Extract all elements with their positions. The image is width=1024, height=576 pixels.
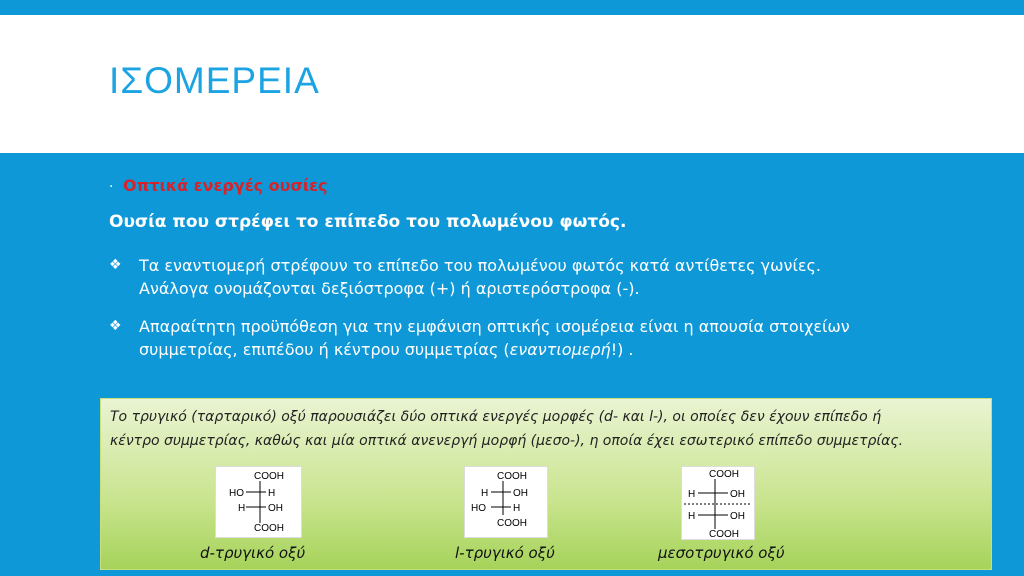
caption-meso-tartaric: μεσοτρυγικό οξύ bbox=[658, 544, 785, 562]
struct-r1-right: OH bbox=[730, 489, 745, 500]
bullet-heading: Οπτικά ενεργές ουσίες bbox=[123, 176, 328, 195]
meso-tartaric-structure bbox=[681, 466, 755, 540]
emphasis-text: εναντιομερή bbox=[509, 340, 611, 359]
struct-r1-left: H bbox=[688, 489, 696, 500]
struct-top: COOH bbox=[254, 471, 284, 482]
struct-r2-right: OH bbox=[730, 511, 745, 522]
diamond-bullet-icon: ❖ bbox=[109, 318, 122, 334]
d-tartaric-structure bbox=[215, 466, 302, 538]
struct-r1-left: H bbox=[481, 488, 489, 499]
bullet-optically-active bbox=[109, 176, 328, 195]
bullet-line: Απαραίτητη προϋπόθεση για την εμφάνιση οπτικής ισομέρεια είναι η απουσία στοιχείων bbox=[139, 317, 850, 336]
bullet-line-end: !) . bbox=[610, 340, 634, 359]
struct-r1-right: OH bbox=[513, 488, 528, 499]
struct-r1-right: H bbox=[268, 488, 276, 499]
bullet-dot-icon: · bbox=[109, 179, 114, 195]
struct-r2-left: H bbox=[688, 511, 696, 522]
struct-top: COOH bbox=[497, 471, 527, 482]
caption-l-tartaric: l-τρυγικό οξύ bbox=[455, 544, 555, 562]
tartaric-acid-box bbox=[100, 398, 992, 570]
struct-bottom: COOH bbox=[709, 529, 739, 539]
top-accent-bar bbox=[0, 0, 1024, 15]
definition-text: Ουσία που στρέφει το επίπεδο του πολωμένου φωτός. bbox=[109, 212, 627, 232]
struct-r2-right: H bbox=[513, 503, 521, 514]
bullet-enantiomers bbox=[109, 254, 969, 300]
diamond-bullet-icon: ❖ bbox=[109, 257, 122, 273]
struct-bottom: COOH bbox=[497, 518, 527, 529]
bullet-line: συμμετρίας, επιπέδου ή κέντρου συμμετρίας ( bbox=[139, 340, 510, 359]
bullet-text bbox=[139, 254, 969, 300]
box-line: κέντρο συμμετρίας, καθώς και μία οπτικά ανενεργή μορφή (μεσο-), η οποία έχει εσωτερικό επίπεδο συμμετρίας. bbox=[110, 433, 904, 449]
bullet-prerequisite bbox=[109, 315, 969, 361]
caption-d-tartaric: d-τρυγικό οξύ bbox=[200, 544, 306, 562]
box-description bbox=[110, 405, 980, 453]
struct-bottom: COOH bbox=[254, 523, 284, 534]
bullet-text bbox=[139, 315, 969, 361]
box-line: Το τρυγικό (ταρταρικό) οξύ παρουσιάζει δύο οπτικά ενεργές μορφές (d- και l-), οι οποίες δεν έχουν επίπεδο ή bbox=[110, 409, 882, 425]
slide-title: ΙΣΟΜΕΡΕΙΑ bbox=[109, 60, 320, 101]
struct-top: COOH bbox=[709, 469, 739, 480]
bullet-line: Τα εναντιομερή στρέφουν το επίπεδο του πολωμένου φωτός κατά αντίθετες γωνίες. bbox=[139, 256, 821, 275]
struct-r2-left: H bbox=[238, 503, 246, 514]
struct-r2-right: OH bbox=[268, 503, 283, 514]
l-tartaric-structure bbox=[464, 466, 548, 538]
bullet-line: Ανάλογα ονομάζονται δεξιόστροφα (+) ή αριστερόστροφα (-). bbox=[139, 279, 640, 298]
struct-r2-left: HO bbox=[471, 503, 486, 514]
struct-r1-left: HO bbox=[229, 488, 244, 499]
